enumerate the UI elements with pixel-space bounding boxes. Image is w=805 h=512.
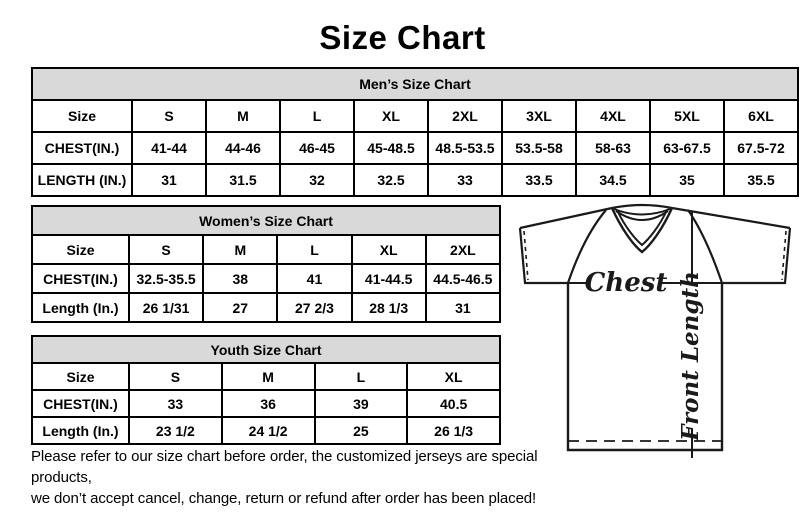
value-cell: 40.5	[407, 390, 500, 417]
value-cell: 53.5-58	[502, 132, 576, 164]
value-cell: 45-48.5	[354, 132, 428, 164]
value-cell: XL	[352, 235, 426, 264]
value-cell: 41-44.5	[352, 264, 426, 293]
value-cell: 35.5	[724, 164, 798, 196]
value-cell: M	[206, 100, 280, 132]
value-cell: 31	[426, 293, 500, 322]
value-cell: 41-44	[132, 132, 206, 164]
value-cell: 4XL	[576, 100, 650, 132]
value-cell: 46-45	[280, 132, 354, 164]
value-cell: 44.5-46.5	[426, 264, 500, 293]
value-cell: 38	[203, 264, 277, 293]
value-cell: L	[315, 363, 408, 390]
table-row	[32, 293, 500, 322]
value-cell: 32	[280, 164, 354, 196]
value-cell: 48.5-53.5	[428, 132, 502, 164]
value-cell: 5XL	[650, 100, 724, 132]
value-cell: 27	[203, 293, 277, 322]
table-row	[32, 164, 798, 196]
value-cell: 2XL	[426, 235, 500, 264]
row-label-cell: CHEST(IN.)	[32, 264, 129, 293]
value-cell: 32.5	[354, 164, 428, 196]
youth-size-table	[31, 335, 501, 445]
value-cell: 27 2/3	[277, 293, 351, 322]
value-cell: 34.5	[576, 164, 650, 196]
chest-label: Chest	[584, 268, 668, 298]
value-cell: 23 1/2	[129, 417, 222, 444]
table-row	[32, 417, 500, 444]
value-cell: M	[203, 235, 277, 264]
collar-top-line	[612, 205, 672, 208]
table-title-row	[32, 336, 500, 363]
table-title-row	[32, 206, 500, 235]
value-cell: 35	[650, 164, 724, 196]
value-cell: 24 1/2	[222, 417, 315, 444]
value-cell: 67.5-72	[724, 132, 798, 164]
disclaimer-line-1: Please refer to our size chart before order, the customized jerseys are special products,	[31, 448, 538, 486]
table-row	[32, 132, 798, 164]
value-cell: 33.5	[502, 164, 576, 196]
row-label-cell: Length (In.)	[32, 293, 129, 322]
row-label-cell: Size	[32, 235, 129, 264]
collar-back-arc-1	[614, 209, 670, 215]
left-shoulder-line	[520, 208, 612, 228]
disclaimer-text	[31, 446, 576, 509]
table-row	[32, 390, 500, 417]
value-cell: 33	[129, 390, 222, 417]
value-cell: XL	[407, 363, 500, 390]
row-label-cell: Length (In.)	[32, 417, 129, 444]
value-cell: 31	[132, 164, 206, 196]
value-cell: 25	[315, 417, 408, 444]
mens-size-table	[31, 67, 799, 197]
value-cell: 33	[428, 164, 502, 196]
table-row	[32, 264, 500, 293]
table-row	[32, 363, 500, 390]
value-cell: 58-63	[576, 132, 650, 164]
value-cell: L	[277, 235, 351, 264]
value-cell: 26 1/3	[407, 417, 500, 444]
value-cell: S	[129, 235, 203, 264]
row-label-cell: LENGTH (IN.)	[32, 164, 132, 196]
table-title: Women’s Size Chart	[32, 206, 500, 235]
value-cell: S	[129, 363, 222, 390]
page-title: Size Chart	[319, 19, 486, 56]
table-row	[32, 100, 798, 132]
value-cell: 39	[315, 390, 408, 417]
value-cell: 36	[222, 390, 315, 417]
table-title: Men’s Size Chart	[32, 68, 798, 100]
value-cell: 3XL	[502, 100, 576, 132]
row-label-cell: Size	[32, 100, 132, 132]
womens-size-table	[31, 205, 501, 323]
row-label-cell: CHEST(IN.)	[32, 390, 129, 417]
table-title: Youth Size Chart	[32, 336, 500, 363]
table-title-row	[32, 68, 798, 100]
front-length-label: Front Length	[677, 271, 704, 441]
value-cell: XL	[354, 100, 428, 132]
value-cell: 41	[277, 264, 351, 293]
value-cell: 63-67.5	[650, 132, 724, 164]
value-cell: 26 1/31	[129, 293, 203, 322]
value-cell: L	[280, 100, 354, 132]
tshirt-measurement-diagram	[505, 196, 805, 508]
value-cell: 31.5	[206, 164, 280, 196]
disclaimer-line-2: we don’t accept cancel, change, return or refund after order has been placed!	[31, 490, 537, 507]
value-cell: 6XL	[724, 100, 798, 132]
row-label-cell: Size	[32, 363, 129, 390]
value-cell: 32.5-35.5	[129, 264, 203, 293]
value-cell: 44-46	[206, 132, 280, 164]
value-cell: 2XL	[428, 100, 502, 132]
right-sleeve-outline	[722, 228, 790, 283]
value-cell: S	[132, 100, 206, 132]
value-cell: 28 1/3	[352, 293, 426, 322]
row-label-cell: CHEST(IN.)	[32, 132, 132, 164]
table-row	[32, 235, 500, 264]
value-cell: M	[222, 363, 315, 390]
